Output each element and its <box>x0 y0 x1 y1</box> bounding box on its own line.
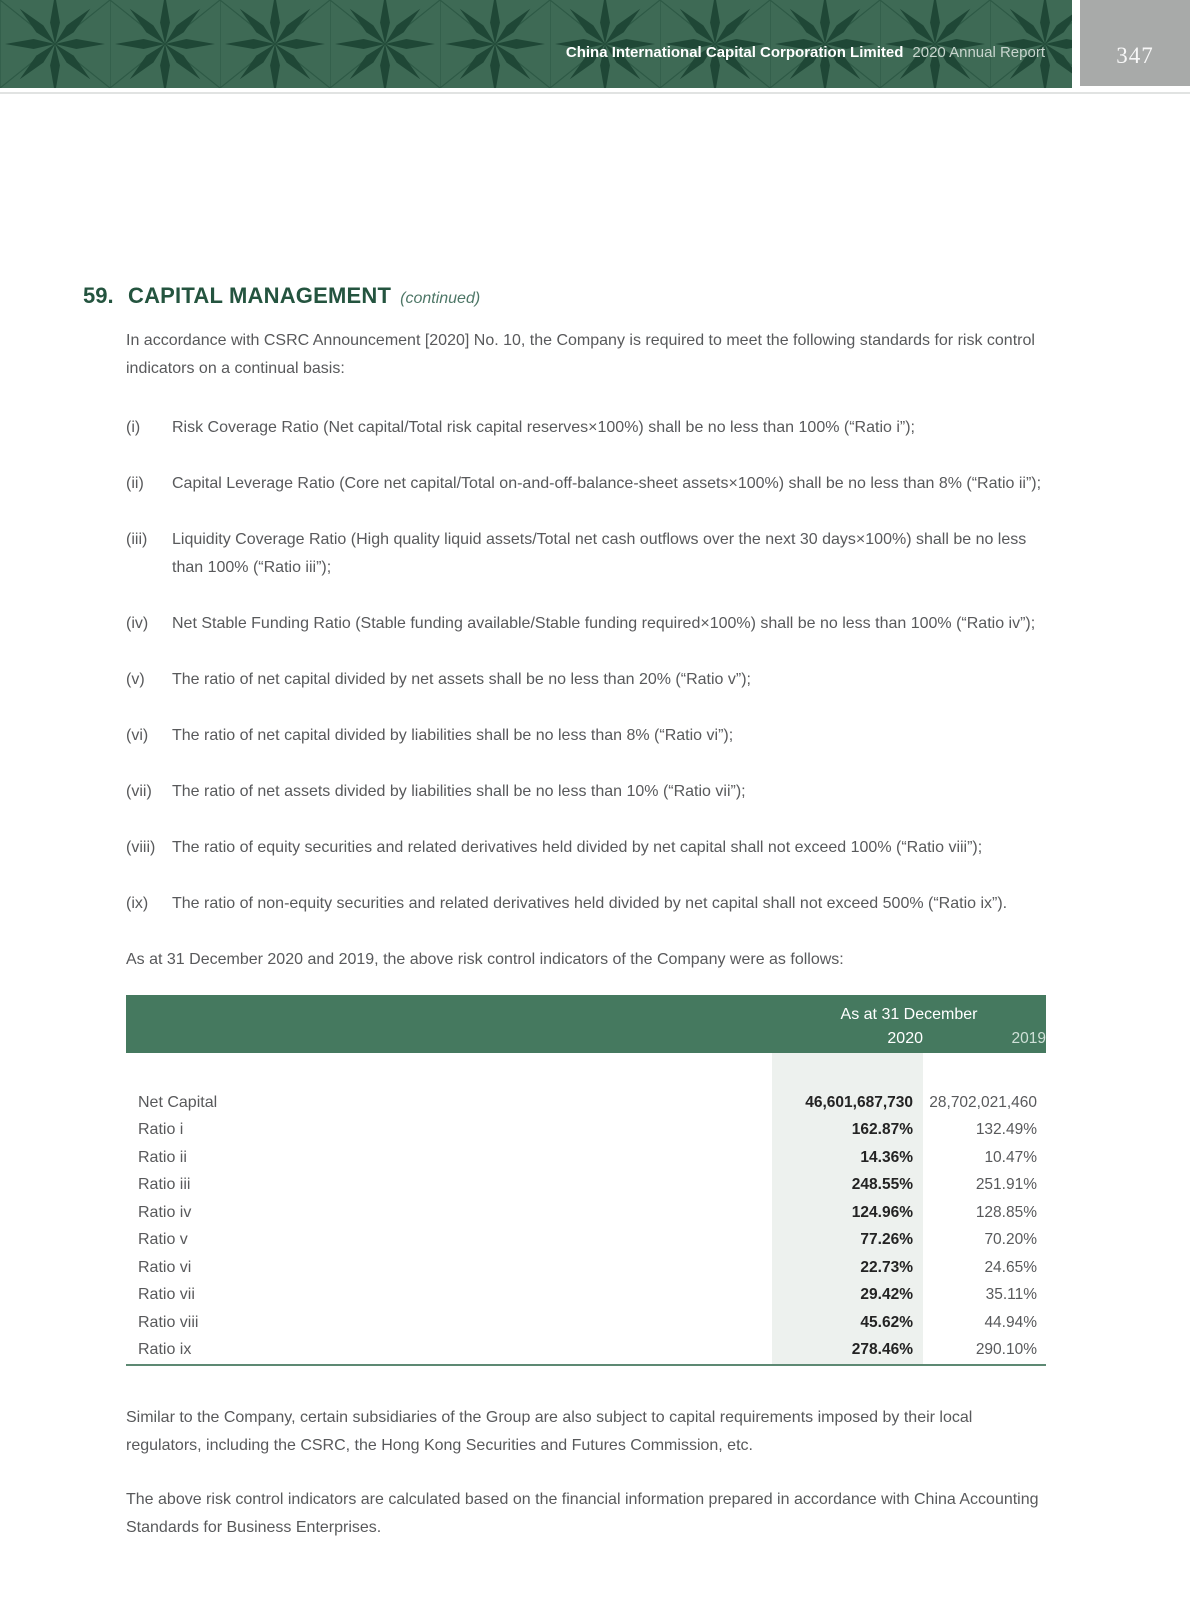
risk-indicator-item <box>126 610 1046 638</box>
row-label: Ratio iv <box>138 1203 192 1221</box>
value-2020: 46,601,687,730 <box>772 1089 923 1117</box>
content-column <box>83 93 1047 1542</box>
table-row <box>126 1309 1046 1337</box>
table-row <box>126 1227 1046 1255</box>
value-2019: 44.94% <box>984 1313 1038 1331</box>
intro-paragraph: In accordance with CSRC Announcement [2020] No. 10, the Company is required to meet the following standards for risk control indicators on a continual basis: <box>126 332 1035 377</box>
risk-indicator-item <box>126 526 1046 582</box>
value-2020: 14.36% <box>772 1144 923 1172</box>
item-marker: (i) <box>126 419 141 436</box>
value-2019: 70.20% <box>984 1231 1038 1249</box>
report-name: 2020 Annual Report <box>912 44 1045 61</box>
table-row <box>126 1117 1046 1145</box>
row-label: Ratio i <box>138 1121 184 1139</box>
item-marker: (iii) <box>126 531 148 548</box>
year-header-spacer <box>126 1024 772 1053</box>
page-number-box <box>1080 0 1190 86</box>
value-2020: 278.46% <box>772 1337 923 1366</box>
risk-indicator-item <box>126 666 1046 694</box>
row-label: Ratio v <box>138 1231 188 1249</box>
item-marker: (v) <box>126 671 145 688</box>
table-row <box>126 1254 1046 1282</box>
item-text: The ratio of equity securities and related derivatives held divided by net capital shall not exceed 100% (“Ratio viii”); <box>172 839 983 856</box>
item-marker: (iv) <box>126 615 149 632</box>
value-2020: 248.55% <box>772 1172 923 1200</box>
footer-paragraph: The above risk control indicators are calculated based on the financial information prepared in accordance with China Accounting Standards for Business Enterprises. <box>126 1491 1039 1536</box>
item-text: Net Stable Funding Ratio (Stable funding available/Stable funding required×100%) shall be no less than 100% (“Ratio iv”); <box>172 615 1036 632</box>
item-text: The ratio of net capital divided by net assets shall be no less than 20% (“Ratio v”); <box>172 671 751 688</box>
value-2019: 28,702,021,460 <box>929 1093 1038 1111</box>
banner-title <box>566 44 1045 61</box>
table-group-header-row <box>126 995 1046 1024</box>
item-marker: (ii) <box>126 475 144 492</box>
risk-indicators-table <box>126 995 1046 1366</box>
item-marker: (vii) <box>126 783 152 800</box>
value-2020: 45.62% <box>772 1309 923 1337</box>
value-2019: 290.10% <box>975 1341 1038 1359</box>
value-2020: 22.73% <box>772 1254 923 1282</box>
group-header: As at 31 December <box>772 995 1046 1024</box>
table-intro: As at 31 December 2020 and 2019, the above risk control indicators of the Company were as follows: <box>126 951 844 968</box>
value-2020: 162.87% <box>772 1117 923 1145</box>
row-label: Net Capital <box>138 1093 218 1111</box>
row-label: Ratio vi <box>138 1258 192 1276</box>
footer-paragraph: Similar to the Company, certain subsidiaries of the Group are also subject to capital requirements imposed by their local regulators, including the CSRC, the Hong Kong Securities and Futures Commission, etc. <box>126 1409 973 1454</box>
value-2019: 35.11% <box>985 1286 1038 1304</box>
risk-indicator-item <box>126 722 1046 750</box>
item-text: Capital Leverage Ratio (Core net capital/Total on-and-off-balance-sheet assets×100%) shall be no less than 8% (“Ratio ii”); <box>172 475 1042 492</box>
table-spacer-row <box>126 1053 1046 1089</box>
table-row <box>126 1199 1046 1227</box>
page-number: 347 <box>1116 43 1154 68</box>
item-text: The ratio of net capital divided by liabilities shall be no less than 8% (“Ratio vi”); <box>172 727 734 744</box>
value-2020: 29.42% <box>772 1282 923 1310</box>
value-2020: 77.26% <box>772 1227 923 1255</box>
section-heading: CAPITAL MANAGEMENT <box>128 283 392 308</box>
value-2020: 124.96% <box>772 1199 923 1227</box>
table-year-header-row <box>126 1024 1046 1053</box>
item-marker: (viii) <box>126 839 156 856</box>
item-marker: (ix) <box>126 895 149 912</box>
row-label: Ratio ix <box>138 1341 192 1359</box>
group-header-spacer <box>126 995 772 1024</box>
item-marker: (vi) <box>126 727 149 744</box>
risk-indicator-item <box>126 470 1046 498</box>
table-row <box>126 1089 1046 1117</box>
item-text: The ratio of net assets divided by liabilities shall be no less than 10% (“Ratio vii”); <box>172 783 746 800</box>
risk-indicator-item <box>126 834 1046 862</box>
section-title <box>83 283 1046 312</box>
item-text: Risk Coverage Ratio (Net capital/Total risk capital reserves×100%) shall be no less than 100% (“Ratio i”); <box>172 419 915 436</box>
risk-indicator-list <box>126 414 1046 918</box>
value-2019: 10.47% <box>984 1148 1038 1166</box>
risk-indicator-item <box>126 414 1046 442</box>
value-2019: 24.65% <box>984 1258 1038 1276</box>
company-name: China International Capital Corporation Limited <box>565 44 904 61</box>
section-number: 59. <box>83 283 114 308</box>
row-label: Ratio iii <box>138 1176 191 1194</box>
risk-indicator-item <box>126 890 1046 918</box>
table-row <box>126 1144 1046 1172</box>
table-row <box>126 1282 1046 1310</box>
item-text: Liquidity Coverage Ratio (High quality liquid assets/Total net cash outflows over the next 30 days×100%) shall be no less than 100% (“Ratio iii”); <box>172 531 1027 576</box>
value-2019: 132.49% <box>975 1121 1038 1139</box>
section-continued-label: (continued) <box>400 290 481 307</box>
item-text: The ratio of non-equity securities and related derivatives held divided by net capital shall not exceed 500% (“Ratio ix”). <box>172 895 1008 912</box>
value-2019: 251.91% <box>975 1176 1038 1194</box>
table-row <box>126 1337 1046 1366</box>
row-label: Ratio viii <box>138 1313 199 1331</box>
column-header-2019: 2019 <box>923 1024 1046 1053</box>
table-row <box>126 1172 1046 1200</box>
row-label: Ratio vii <box>138 1286 195 1304</box>
row-label: Ratio ii <box>138 1148 187 1166</box>
value-2019: 128.85% <box>975 1203 1038 1221</box>
header-banner <box>0 0 1072 88</box>
risk-indicator-item <box>126 778 1046 806</box>
column-header-2020: 2020 <box>772 1024 923 1053</box>
